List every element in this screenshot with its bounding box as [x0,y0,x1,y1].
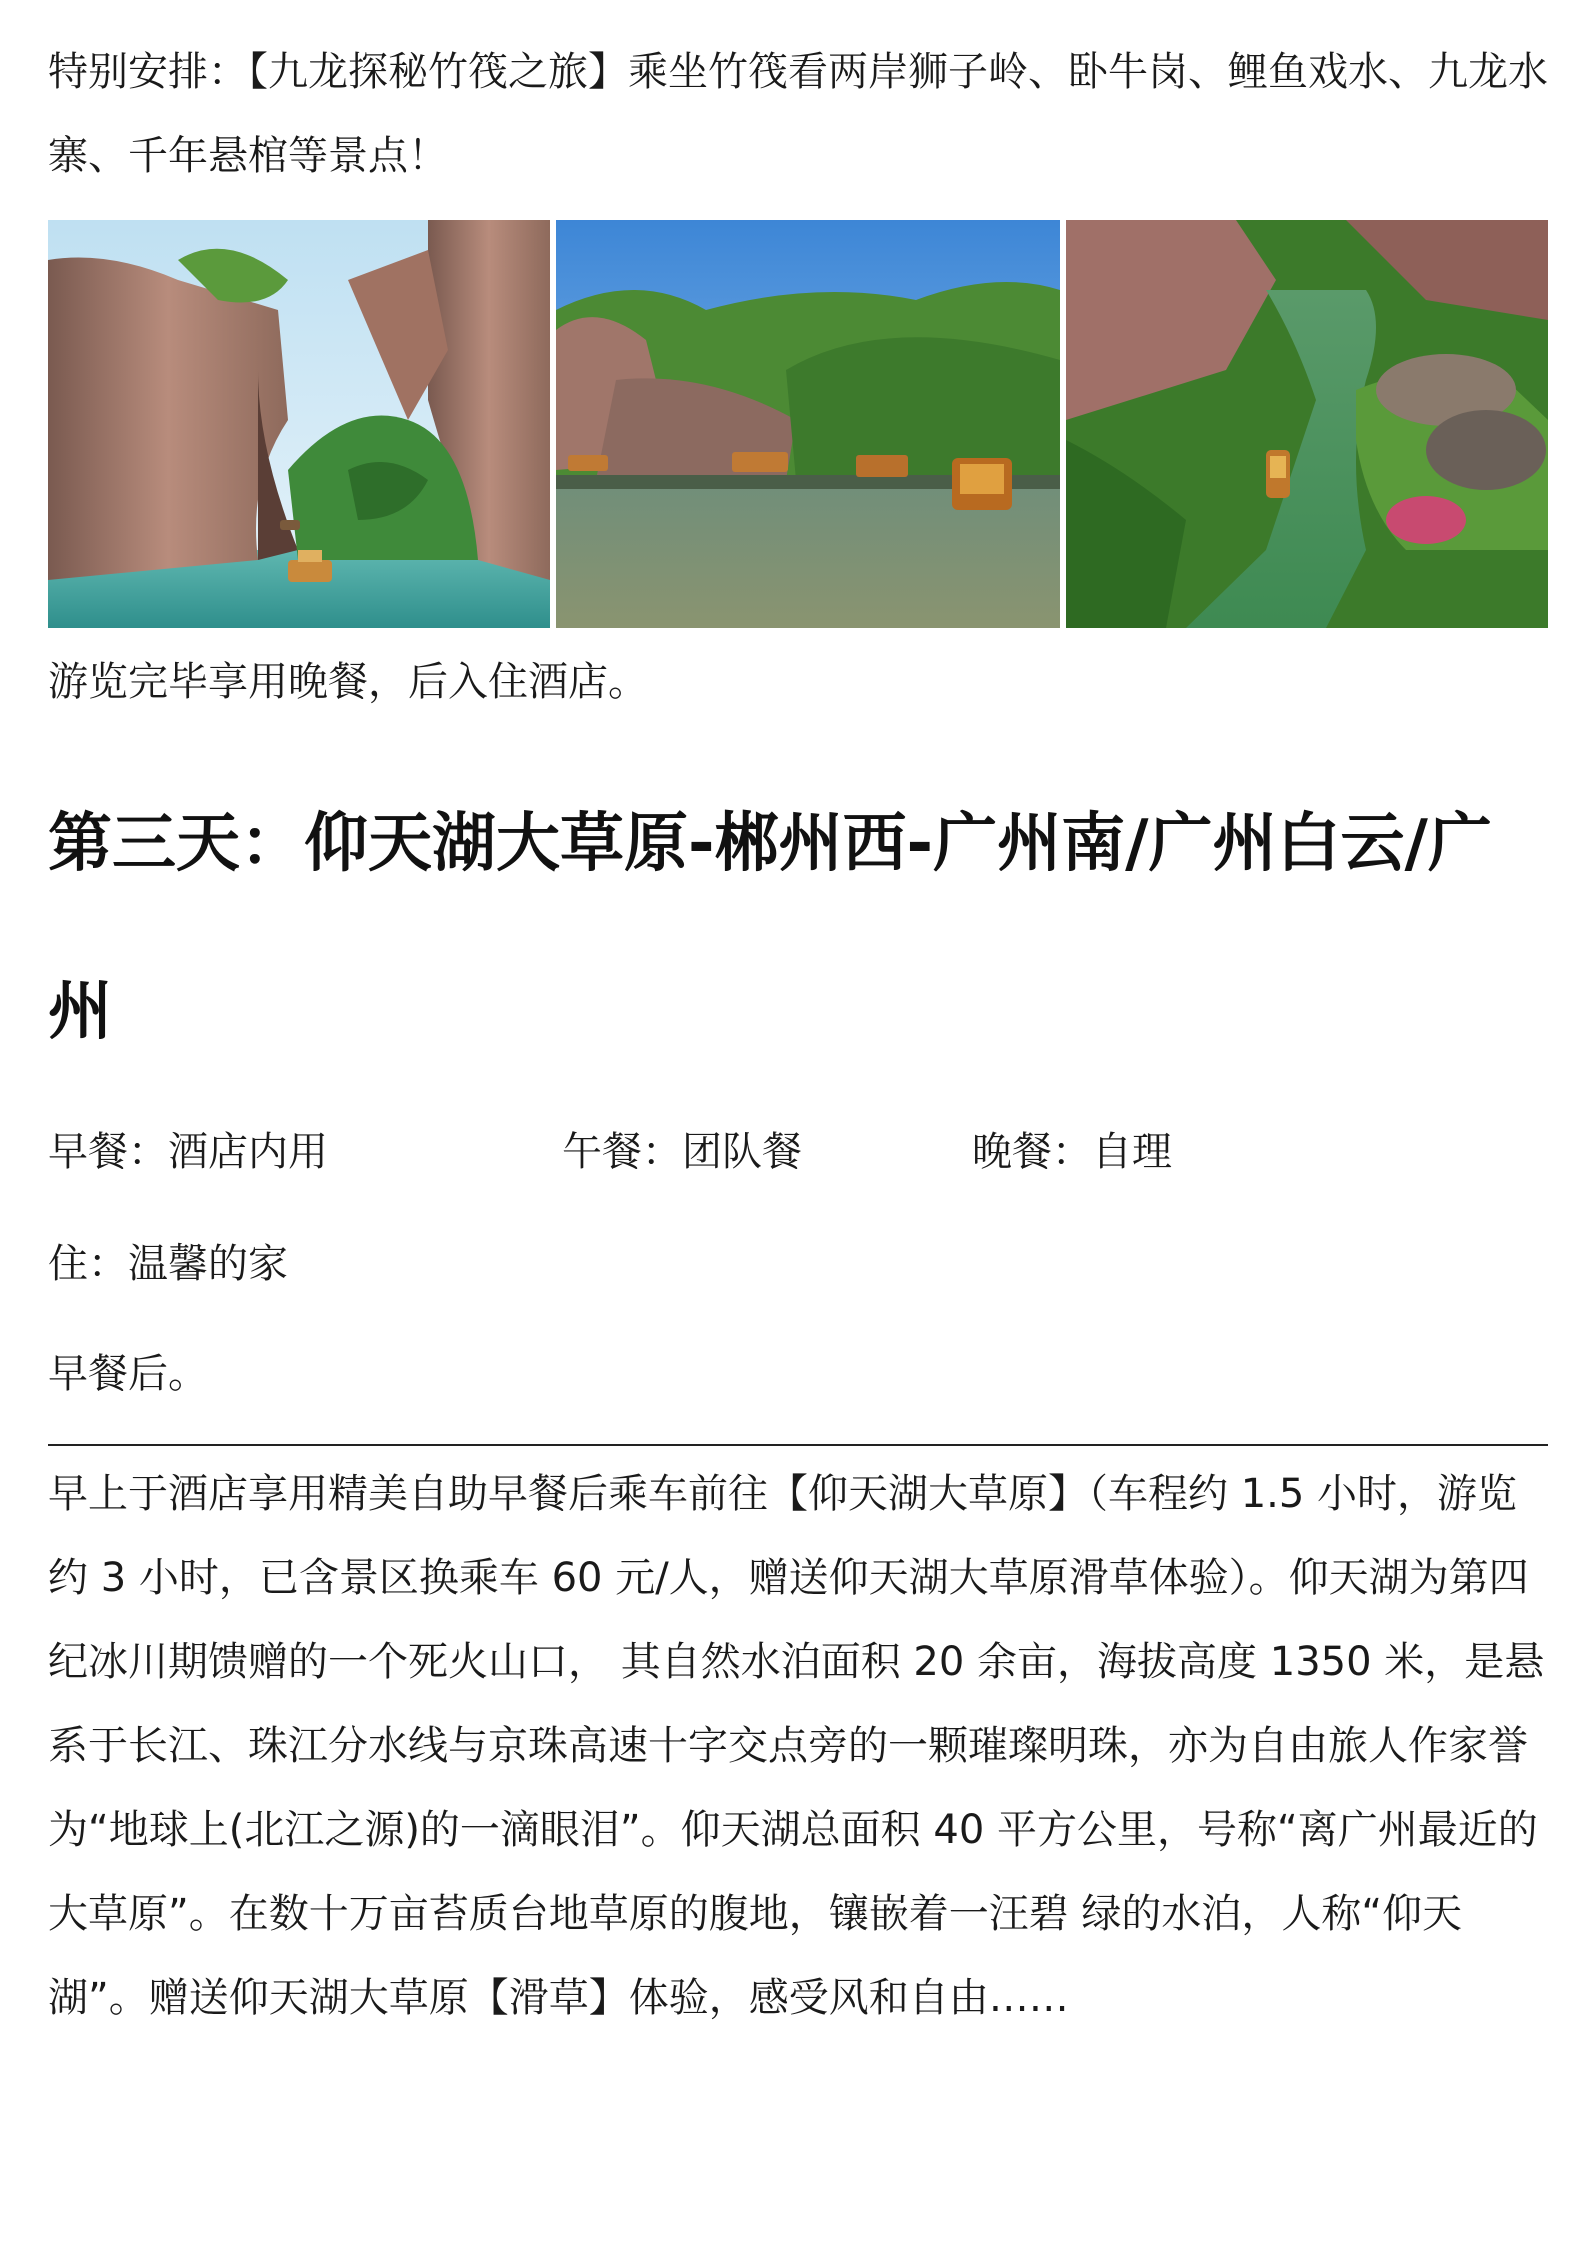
section-divider [48,1444,1548,1446]
photo-green-river [1066,220,1548,628]
meal-breakfast: 早餐：酒店内用 [48,1129,328,1175]
photo-cliff-gorge [48,220,550,628]
after-photos-text: 游览完毕享用晚餐，后入住酒店。 [48,659,648,705]
photo-strip [48,220,1548,628]
after-breakfast-text: 早餐后。 [48,1351,208,1397]
meal-lunch: 午餐：团队餐 [562,1129,802,1175]
meal-dinner: 晚餐：自理 [972,1129,1172,1175]
meals-row [48,1110,1548,1194]
accommodation-text: 住：温馨的家 [48,1241,288,1287]
photo-lake-rafts [556,220,1060,628]
intro-paragraph: 特别安排：【九龙探秘竹筏之旅】乘坐竹筏看两岸狮子岭、卧牛岗、鲤鱼戏水、九龙水寨、千年悬棺等景点！ [48,49,1548,179]
day-title: 第三天：仰天湖大草原-郴州西-广州南/广州白云/广州 [48,807,1492,1049]
description-paragraph: 早上于酒店享用精美自助早餐后乘车前往【仰天湖大草原】（车程约 1.5 小时，游览约 3 小时，已含景区换乘车 60 元/人，赠送仰天湖大草原滑草体验）。仰天湖为第四纪冰川期馈赠的一个死火山口， 其自然水泊面积 20 余亩，海拔高度 1350 米，是悬系于长江、珠江分水线与京珠高速十字交点旁的一颗璀璨明珠，亦为自由旅人作家誉为“地球上(北江之源)的一滴眼泪”。仰天湖总面积 40 平方公里，号称“离广州最近的大草原”。在数十万亩苔质台地草原的腹地，镶嵌着一汪碧 绿的水泊，人称“仰天湖”。赠送仰天湖大草原【滑草】体验，感受风和自由…… [48,1471,1545,2021]
